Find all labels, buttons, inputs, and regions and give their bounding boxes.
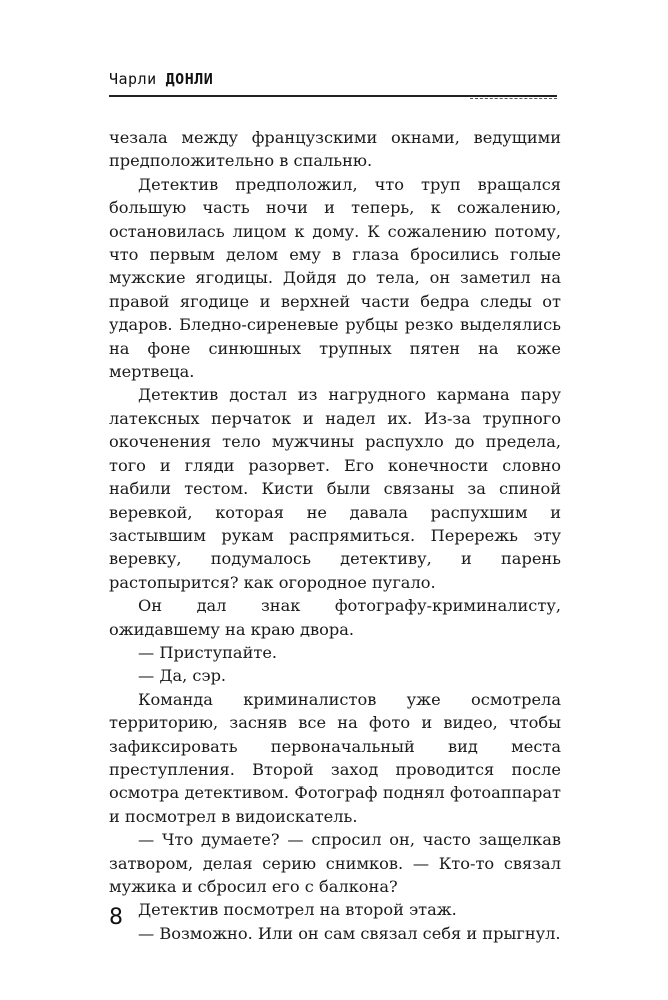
running-head (109, 70, 213, 88)
dialogue-line: — Что думаете? — спросил он, часто защелкав затвором, делая серию снимков. — Кто-то связал мужика и сбросил его с балкона? (109, 830, 561, 896)
paragraph: Детектив достал из нагрудного кармана пару латексных перчаток и надел их. Из-за трупного окоченения тело мужчины распухло до предела, того и гляди разорвет. Его конечности словно набили тестом. Кисти были связаны за спиной веревкой, которая не давала распухшим и застывшим рукам распрямиться. Перережь эту веревку, подумалось детективу, и парень растопырится? как огородное пугало. (109, 385, 561, 592)
body-text (109, 126, 561, 945)
paragraph: Детектив предположил, что труп вращался большую часть ночи и теперь, к сожалению, остановилась лицом к дому. К сожалению потому, что первым делом ему в глаза бросились голые мужские ягодицы. Дойдя до тела, он заметил на правой ягодице и верхней части бедра следы от ударов. Бледно-сиреневые рубцы резко выделялись на фоне синюшных трупных пятен на коже мертвеца. (109, 174, 561, 382)
header-rule-tail (470, 98, 557, 99)
author-first-name: Чарли (109, 70, 157, 88)
paragraph: Он дал знак фотографу-криминалисту, ожидавшему на краю двора. (109, 596, 561, 639)
dialogue-line: — Приступайте. (138, 642, 278, 662)
dialogue-line: — Возможно. Или он сам связал себя и прыгнул. (138, 923, 561, 943)
dialogue-line: — Да, сэр. (138, 666, 227, 686)
paragraph: чезала между французскими окнами, ведущими предположительно в спальню. (109, 128, 561, 171)
header-rule (109, 95, 557, 97)
paragraph: Команда криминалистов уже осмотрела территорию, засняв все на фото и видео, чтобы зафиксировать первоначальный вид места преступления. Второй заход проводится после осмотра детективом. Фотограф поднял фотоаппарат и посмотрел в видоискатель. (109, 689, 561, 826)
author-last-name: ДОНЛИ (165, 70, 214, 88)
page-number: 8 (109, 905, 123, 930)
paragraph: Детектив посмотрел на второй этаж. (138, 900, 457, 920)
